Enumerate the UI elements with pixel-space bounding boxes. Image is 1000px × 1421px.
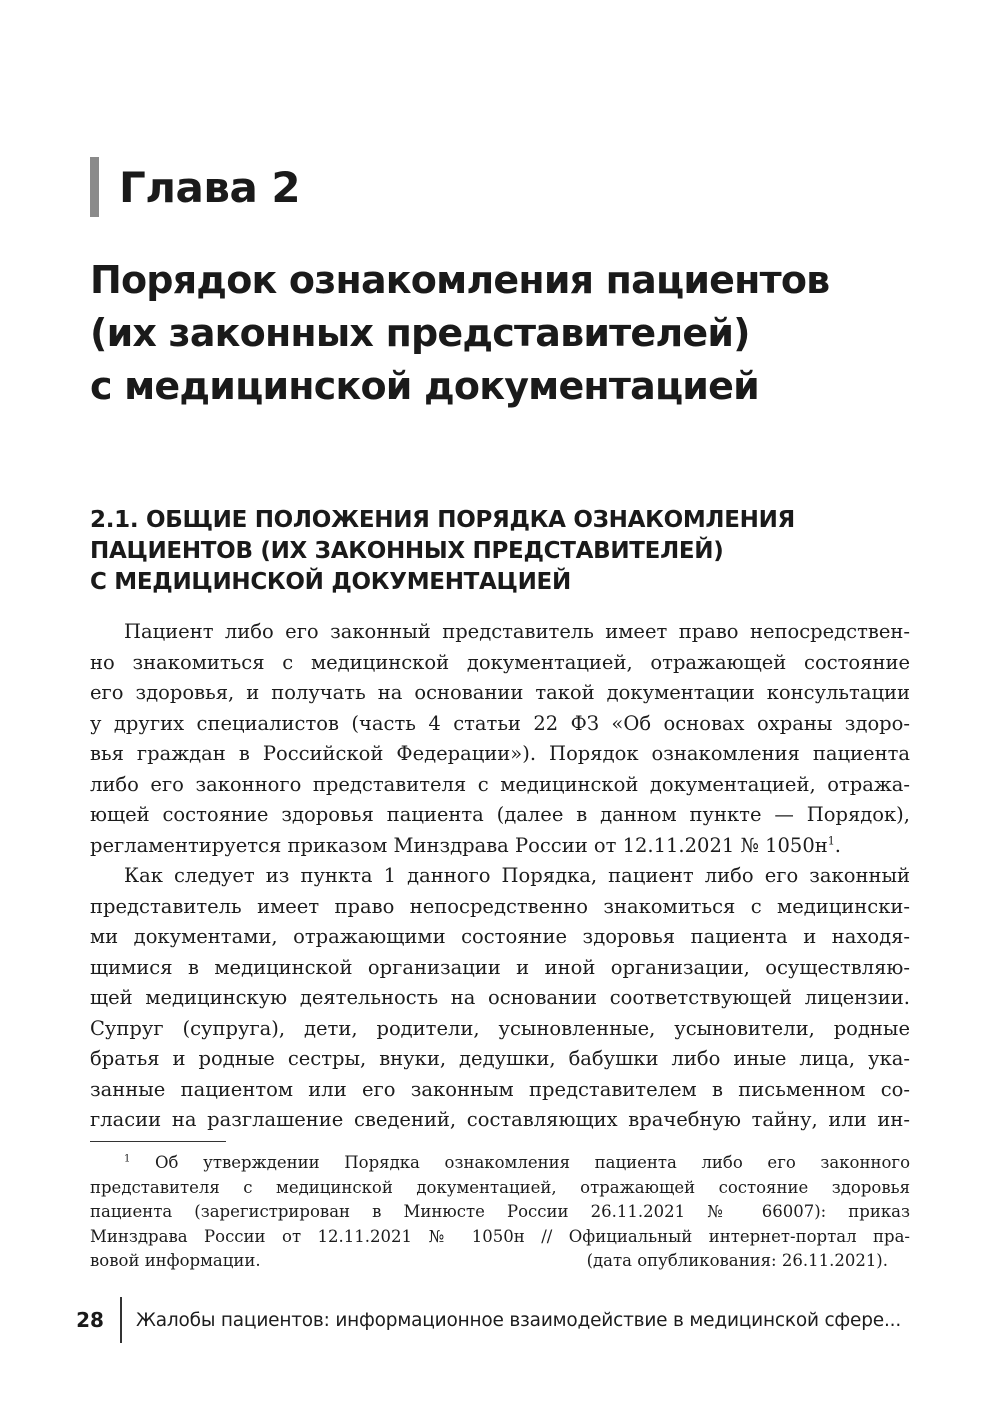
text-line: вья граждан в Российской Федерации»). Порядок ознакомления пациента [90,742,910,765]
footnote-line [90,1151,910,1176]
text-line: представитель имеет право непосредственно знакомиться с медицински- [90,894,910,918]
text-line: Супруг (супруга), дети, родители, усыновленные, усыновители, родные [90,1016,910,1040]
footnote-line: пациента (зарегистрирован в Минюсте России 26.11.2021 № 66007): приказ [90,1202,910,1221]
footnote-line: представителя с медицинской документацией, отражающей состояние здоровья [90,1177,910,1197]
text-line: гласии на разглашение сведений, составляющих врачебную тайну, или ин- [90,1108,910,1131]
footnote-number: 1 [124,1153,131,1165]
footnote-date: (дата опубликования: 26.11.2021). [586,1251,888,1270]
footnote-ref[interactable]: 1 [827,834,835,847]
section-heading-line: 2.1. ОБЩИЕ ПОЛОЖЕНИЯ ПОРЯДКА ОЗНАКОМЛЕНИЯ [90,507,795,533]
text-line: Как следует из пункта 1 данного Порядка, пациент либо его законный [124,864,910,887]
text-line: либо его законного представителя с медицинской документацией, отража- [90,772,910,796]
footnote-line [90,1249,910,1274]
chapter-accent-bar [90,157,99,217]
paragraph-1 [90,617,910,861]
paragraph-2 [90,861,910,1136]
section-heading [90,505,920,598]
chapter-title-line: Порядок ознакомления пациентов [90,258,830,302]
chapter-header [90,157,300,217]
section-heading-line: ПАЦИЕНТОВ (ИХ ЗАКОННЫХ ПРЕДСТАВИТЕЛЕЙ) [90,538,724,564]
chapter-title [90,254,930,413]
text-line-end: . [834,833,841,857]
text-line: ми документами, отражающими состояние здоровья пациента и находя- [90,925,910,948]
text-line: Пациент либо его законный представитель имеет право непосредствен- [124,620,910,643]
text-line: щей медицинскую деятельность на основании соответствующей лицензии. [90,986,910,1009]
body-text [90,617,910,1136]
footnote-text: Об утверждении Порядка ознакомления пациента либо его законного [155,1153,910,1172]
footnote-divider [90,1141,226,1142]
text-line: щимися в медицинской организации и иной организации, осуществляю- [90,955,910,979]
text-line: его здоровья, и получать на основании такой документации консультации [90,681,910,704]
text-line: занные пациентом или его законным представителем в письменном со- [90,1077,910,1101]
chapter-label: Глава 2 [119,162,301,212]
page-number: 28 [76,1308,104,1332]
page-footer [72,1297,901,1343]
footnote-line: Минздрава России от 12.11.2021 № 1050н // Официальный интернет-портал пра- [90,1226,910,1246]
text-line: у других специалистов (часть 4 статьи 22 ФЗ «Об основах охраны здоро- [90,711,910,735]
text-line: братья и родные сестры, внуки, дедушки, бабушки либо иные лица, ука- [90,1047,910,1070]
running-title: Жалобы пациентов: информационное взаимодействие в медицинской сфере... [136,1309,901,1331]
chapter-title-line: с медицинской документацией [90,364,759,408]
footer-divider [120,1297,122,1343]
text-line-content: регламентируется приказом Минздрава России от 12.11.2021 № 1050н [90,833,828,857]
text-line: ющей состояние здоровья пациента (далее в данном пункте — Порядок), [90,803,910,826]
text-line [90,831,910,862]
text-line: но знакомиться с медицинской документацией, отражающей состояние [90,650,910,674]
footnote [90,1151,910,1274]
section-heading-line: С МЕДИЦИНСКОЙ ДОКУМЕНТАЦИЕЙ [90,569,571,595]
chapter-title-line: (их законных представителей) [90,311,750,355]
footnote-text: вовой информации. [90,1251,261,1270]
